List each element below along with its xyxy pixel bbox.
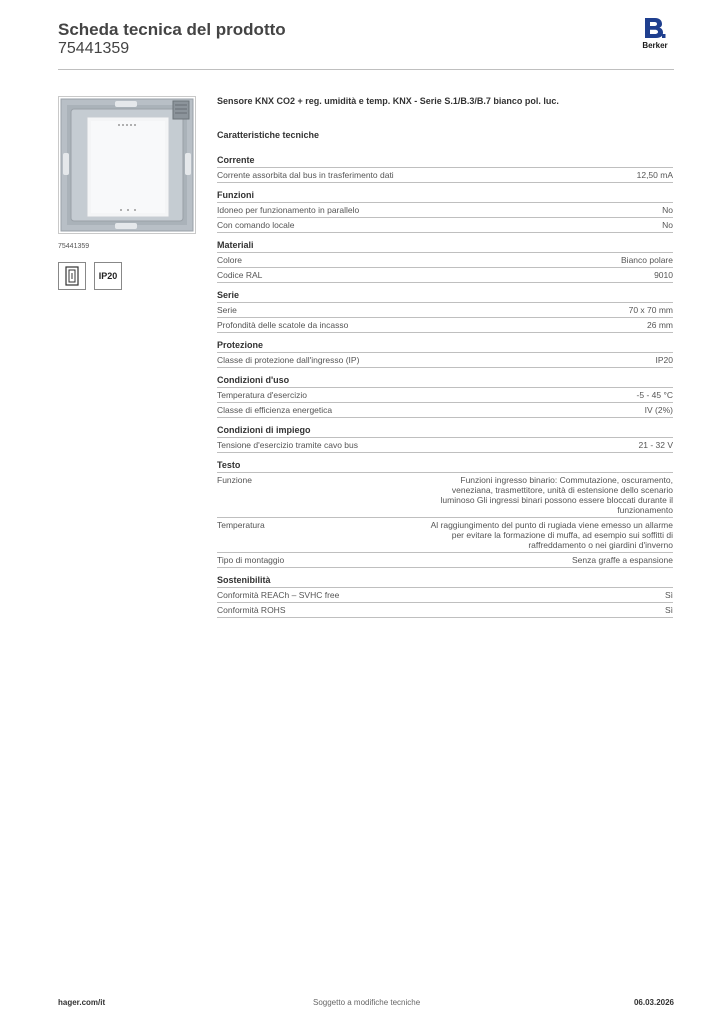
property-icons bbox=[58, 262, 122, 290]
spec-row bbox=[217, 203, 673, 218]
spec-label: Colore bbox=[217, 255, 243, 265]
spec-section bbox=[217, 575, 673, 618]
spec-sections bbox=[217, 155, 673, 618]
spec-section bbox=[217, 240, 673, 283]
spec-value: 70 x 70 mm bbox=[628, 305, 673, 315]
spec-value: Sì bbox=[664, 605, 673, 615]
spec-value: Sì bbox=[664, 590, 673, 600]
spec-row bbox=[217, 268, 673, 283]
spec-section bbox=[217, 290, 673, 333]
footer-date: 06.03.2026 bbox=[633, 998, 674, 1007]
spec-row bbox=[217, 303, 673, 318]
spec-label: Codice RAL bbox=[217, 270, 263, 280]
spec-value: No bbox=[662, 205, 673, 215]
spec-value: Senza graffe a espansione bbox=[572, 555, 673, 565]
spec-label: Tipo di montaggio bbox=[217, 555, 285, 565]
spec-label: Con comando locale bbox=[217, 220, 295, 230]
spec-row bbox=[217, 403, 673, 418]
spec-label: Conformità REACh – SVHC free bbox=[217, 590, 340, 600]
spec-label: Serie bbox=[217, 305, 237, 315]
spec-value: Bianco polare bbox=[621, 255, 673, 265]
spec-value: 9010 bbox=[654, 270, 673, 280]
section-title: Condizioni d'uso bbox=[217, 375, 673, 388]
spec-row bbox=[217, 438, 673, 453]
spec-value: IV (2%) bbox=[644, 405, 673, 415]
berker-logo bbox=[638, 16, 672, 54]
spec-value: 12,50 mA bbox=[636, 170, 673, 180]
product-title: Sensore KNX CO2 + reg. umidità e temp. KNX - Serie S.1/B.3/B.7 bianco pol. luc. bbox=[217, 96, 559, 106]
footer-note: Soggetto a modifiche tecniche bbox=[313, 998, 421, 1007]
spec-row bbox=[217, 603, 673, 618]
section-title: Protezione bbox=[217, 340, 673, 353]
product-code: 75441359 bbox=[58, 40, 130, 57]
document-title: Scheda tecnica del prodotto bbox=[58, 20, 286, 39]
spec-label: Funzione bbox=[217, 475, 252, 485]
section-title: Corrente bbox=[217, 155, 673, 168]
spec-label: Tensione d'esercizio tramite cavo bus bbox=[217, 440, 358, 450]
spec-section bbox=[217, 375, 673, 418]
spec-label: Conformità ROHS bbox=[217, 605, 286, 615]
spec-value: Funzioni ingresso binario: Commutazione, oscuramento, veneziana, trasmettitore, unità di estensione dello scenario luminoso Gli ingressi binari possono essere bloccati durante il funzionamento bbox=[440, 475, 673, 515]
spec-label: Idoneo per funzionamento in parallelo bbox=[217, 205, 360, 215]
spec-value: No bbox=[662, 220, 673, 230]
footer-website: hager.com/it bbox=[58, 998, 106, 1007]
spec-section bbox=[217, 425, 673, 453]
document-header bbox=[58, 20, 674, 70]
spec-content bbox=[217, 96, 673, 625]
spec-value: 26 mm bbox=[647, 320, 673, 330]
spec-section bbox=[217, 155, 673, 183]
section-title: Serie bbox=[217, 290, 673, 303]
section-title: Condizioni di impiego bbox=[217, 425, 673, 438]
spec-label: Classe di efficienza energetica bbox=[217, 405, 333, 415]
spec-value: Al raggiungimento del punto di rugiada viene emesso un allarme per evitare la formazione di muffa, ad esempio sui soffitti di raffreddamento o nei giardini d'inverno bbox=[430, 520, 673, 550]
spec-row bbox=[217, 588, 673, 603]
ip-rating-badge: IP20 bbox=[94, 262, 122, 290]
flush-mount-icon bbox=[64, 266, 80, 286]
product-drawing bbox=[59, 97, 195, 233]
spec-row bbox=[217, 353, 673, 368]
spec-row bbox=[217, 218, 673, 233]
spec-label: Profondità delle scatole da incasso bbox=[217, 320, 349, 330]
spec-label: Temperatura bbox=[217, 520, 265, 530]
spec-section bbox=[217, 190, 673, 233]
spec-row bbox=[217, 553, 673, 568]
section-title: Sostenibilità bbox=[217, 575, 673, 588]
logo-wordmark: Berker bbox=[642, 41, 668, 50]
spec-row bbox=[217, 168, 673, 183]
product-image bbox=[58, 96, 196, 234]
spec-label: Temperatura d'esercizio bbox=[217, 390, 307, 400]
spec-label: Corrente assorbita dal bus in trasferimento dati bbox=[217, 170, 394, 180]
spec-row bbox=[217, 253, 673, 268]
section-title: Testo bbox=[217, 460, 673, 473]
spec-row bbox=[217, 388, 673, 403]
spec-label: Classe di protezione dall'ingresso (IP) bbox=[217, 355, 360, 365]
mounting-icon bbox=[58, 262, 86, 290]
spec-value: IP20 bbox=[655, 355, 673, 365]
image-caption-code: 75441359 bbox=[58, 243, 90, 250]
spec-section bbox=[217, 460, 673, 568]
section-title: Funzioni bbox=[217, 190, 673, 203]
spec-value: -5 - 45 °C bbox=[636, 390, 673, 400]
specs-heading: Caratteristiche tecniche bbox=[217, 130, 320, 140]
spec-row bbox=[217, 473, 673, 518]
spec-row bbox=[217, 318, 673, 333]
berker-logo-icon bbox=[642, 16, 666, 40]
spec-value: 21 - 32 V bbox=[638, 440, 673, 450]
spec-section bbox=[217, 340, 673, 368]
spec-row bbox=[217, 518, 673, 553]
section-title: Materiali bbox=[217, 240, 673, 253]
